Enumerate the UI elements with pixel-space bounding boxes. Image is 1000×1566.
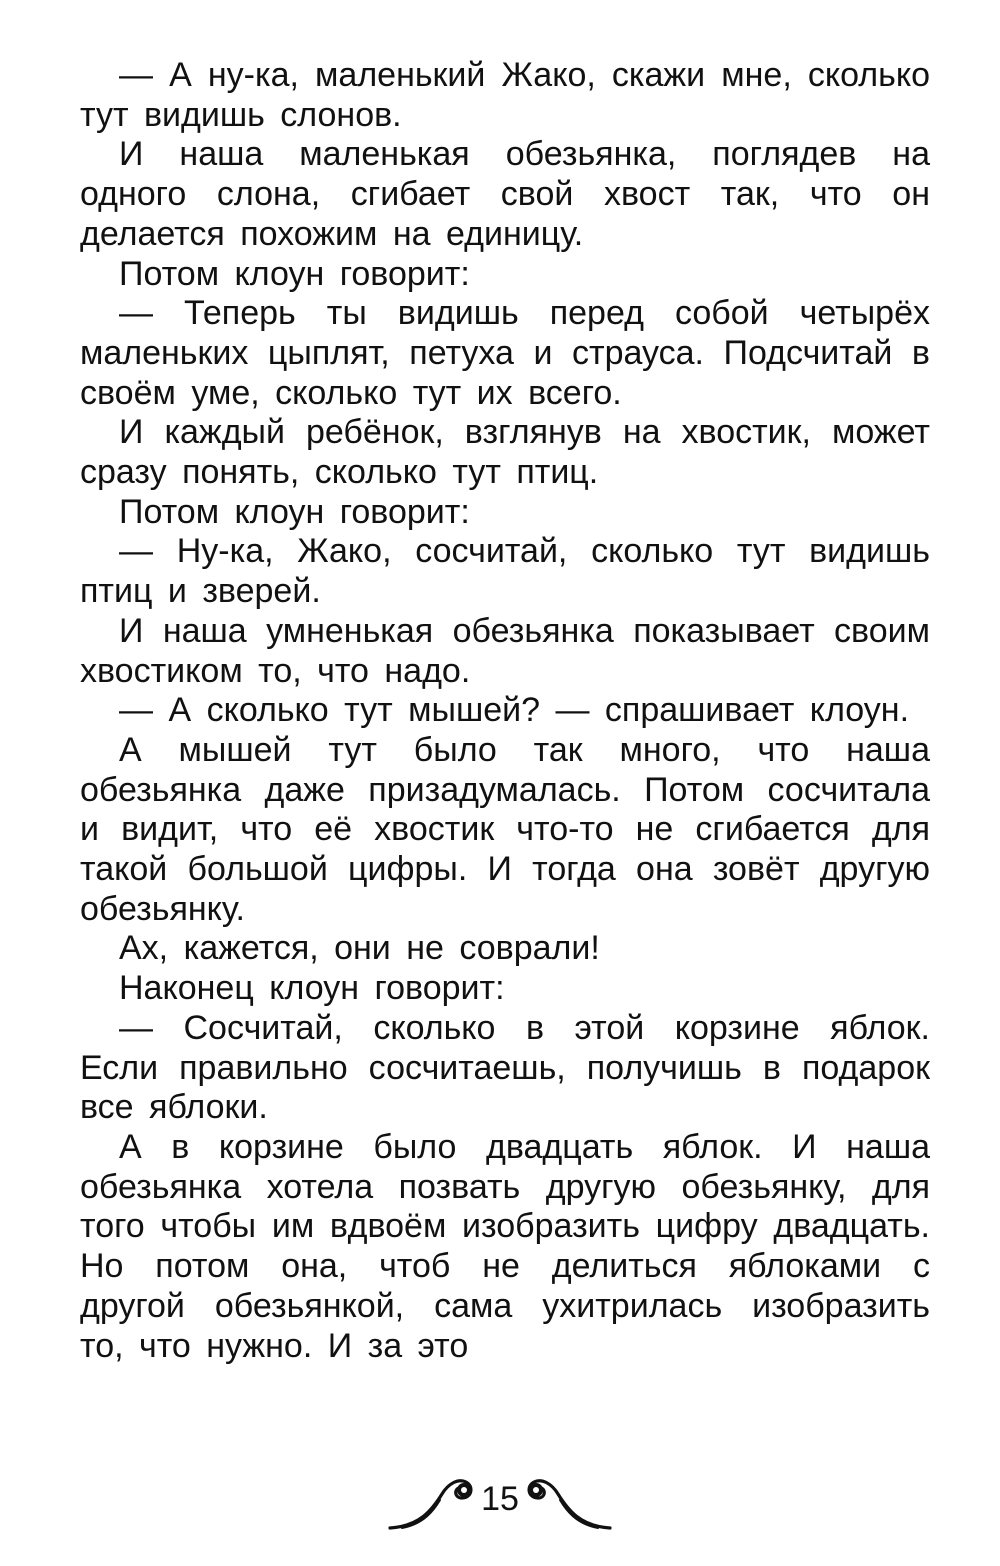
- body-text: [80, 56, 930, 1366]
- paragraph-9: — А сколько тут мышей? — спрашивает клоун.: [119, 691, 910, 730]
- paragraph-4: — Теперь ты видишь перед собой четырёх маленьких цыплят, петуха и страуса. Подсчитай в своём уме, сколько тут их всего.: [80, 294, 930, 412]
- paragraph-11: Ах, кажется, они не соврали!: [119, 929, 600, 968]
- paragraph-3: Потом клоун говорит:: [119, 254, 470, 293]
- paragraph-10: А мышей тут было так много, что наша обезьянка даже призадумалась. Потом сосчитала и видит, что её хвостик что-то не сгибается для такой большой цифры. И тогда она зовёт другую обезьянку.: [80, 730, 930, 928]
- paragraph-14: А в корзине было двадцать яблок. И наша обезьянка хотела позвать другую обезьянку, для того чтобы им вдвоём изобразить цифру двадцать. Но потом она, чтоб не делиться яблоками с другой обезьянкой, сама ухитрилась изобразить то, что нужно. И за это: [80, 1127, 930, 1365]
- paragraph-6: Потом клоун говорит:: [119, 492, 470, 531]
- paragraph-2: И наша маленькая обезьянка, поглядев на одного слона, сгибает свой хвост так, что он делается похожим на единицу.: [80, 135, 930, 253]
- page-number: 15: [481, 1480, 519, 1518]
- paragraph-13: — Сосчитай, сколько в этой корзине яблок. Если правильно сосчитаешь, получишь в подарок все яблоки.: [80, 1008, 930, 1127]
- paragraph-5: И каждый ребёнок, взглянув на хвостик, может сразу понять, сколько тут птиц.: [80, 413, 930, 492]
- paragraph-7: — Ну-ка, Жако, сосчитай, сколько тут видишь птиц и зверей.: [80, 532, 930, 611]
- paragraph-8: И наша умненькая обезьянка показывает своим хвостиком то, что надо.: [80, 611, 930, 690]
- paragraph-1: — А ну-ка, маленький Жако, скажи мне, сколько тут видишь слонов.: [80, 56, 930, 134]
- paragraph-12: Наконец клоун говорит:: [119, 969, 505, 1008]
- page-footer: [380, 1470, 620, 1534]
